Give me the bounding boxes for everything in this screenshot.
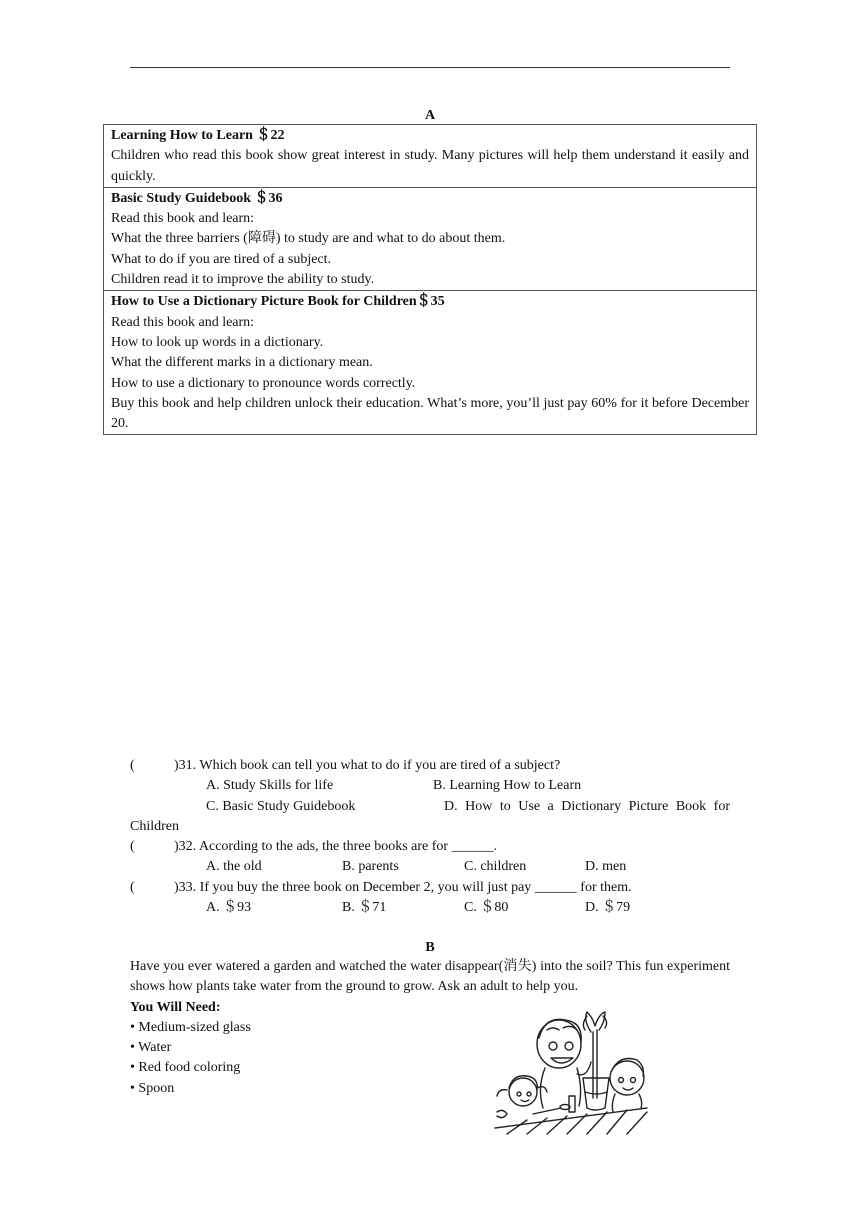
option-b: B. Learning How to Learn bbox=[433, 778, 582, 794]
question-list bbox=[130, 756, 730, 918]
option-b: B. parents bbox=[342, 859, 399, 875]
ad-line: Children read it to improve the ability to study. bbox=[111, 272, 375, 288]
option-c: C. ＄80 bbox=[464, 900, 509, 916]
ad-row bbox=[104, 187, 757, 290]
question-text: )33. If you buy the three book on December 2, you will just pay ______ for them. bbox=[174, 879, 632, 895]
option-d: D. How to Use a Dictionary Picture Book for bbox=[444, 798, 730, 814]
option-continuation: Children bbox=[130, 818, 179, 834]
answer-blank: ( bbox=[130, 839, 135, 855]
option-a: A. the old bbox=[206, 859, 262, 875]
answer-blank: ( bbox=[130, 758, 135, 773]
ad-line: What to do if you are tired of a subject. bbox=[111, 251, 332, 267]
book-ads-table bbox=[103, 124, 757, 435]
materials-item: • Spoon bbox=[130, 1079, 730, 1099]
answer-blank: ( bbox=[130, 879, 135, 895]
option-c: C. children bbox=[464, 859, 527, 875]
option-row bbox=[130, 776, 730, 796]
ad-line: Read this book and learn: bbox=[111, 314, 255, 330]
option-b: B. ＄71 bbox=[342, 900, 387, 916]
header-rule bbox=[130, 67, 730, 68]
ad-line: Buy this book and help children unlock their education. What’s more, you’ll just pay 60% for it before December 20. bbox=[111, 395, 749, 432]
materials-item: • Medium-sized glass bbox=[130, 1018, 730, 1038]
ad-cell-dictionary-picture-book bbox=[104, 291, 757, 435]
section-a-title: A bbox=[424, 108, 436, 123]
option-row bbox=[130, 898, 730, 918]
ad-line: Children who read this book show great interest in study. Many pictures will help them understand it easily and quickly. bbox=[111, 148, 749, 184]
option-a: A. ＄93 bbox=[206, 900, 252, 916]
ad-cell-basic-study-guidebook bbox=[104, 187, 757, 290]
ad-cell-learning-how-to-learn bbox=[104, 125, 757, 188]
ad-row bbox=[104, 125, 757, 188]
ad-line: How to look up words in a dictionary. bbox=[111, 334, 324, 350]
option-row bbox=[130, 857, 730, 877]
ad-title: How to Use a Dictionary Picture Book for Children＄35 bbox=[111, 294, 445, 310]
ad-line: How to use a dictionary to pronounce words correctly. bbox=[111, 375, 416, 391]
passage-intro: Have you ever watered a garden and watched the water disappear(消失) into the soil? This fun experiment shows how plants take water from the ground to grow. Ask an adult to help you. bbox=[130, 959, 730, 995]
question-stem bbox=[130, 878, 730, 898]
option-d: D. men bbox=[585, 859, 627, 875]
question-stem bbox=[130, 756, 730, 776]
ad-line: What the different marks in a dictionary mean. bbox=[111, 355, 373, 371]
option-a: A. Study Skills for life bbox=[206, 778, 334, 794]
question-text: )31. Which book can tell you what to do if you are tired of a subject? bbox=[174, 758, 561, 773]
materials-heading: You Will Need: bbox=[130, 999, 221, 1015]
option-row bbox=[130, 797, 730, 817]
question-text: )32. According to the ads, the three books are for ______. bbox=[174, 839, 498, 855]
option-c: C. Basic Study Guidebook bbox=[206, 798, 356, 814]
ad-line: What the three barriers (障碍) to study are and what to do about them. bbox=[111, 231, 506, 247]
ad-title: Basic Study Guidebook ＄36 bbox=[111, 190, 283, 206]
experiment-illustration bbox=[487, 1008, 657, 1136]
materials-item: • Red food coloring bbox=[130, 1058, 730, 1078]
ad-title: Learning How to Learn ＄22 bbox=[111, 128, 285, 143]
materials-item: • Water bbox=[130, 1038, 730, 1058]
ad-row bbox=[104, 291, 757, 435]
ad-line: Read this book and learn: bbox=[111, 211, 255, 227]
option-d: D. ＄79 bbox=[585, 900, 631, 916]
question-stem bbox=[130, 837, 730, 857]
section-b-title: B bbox=[425, 940, 435, 955]
